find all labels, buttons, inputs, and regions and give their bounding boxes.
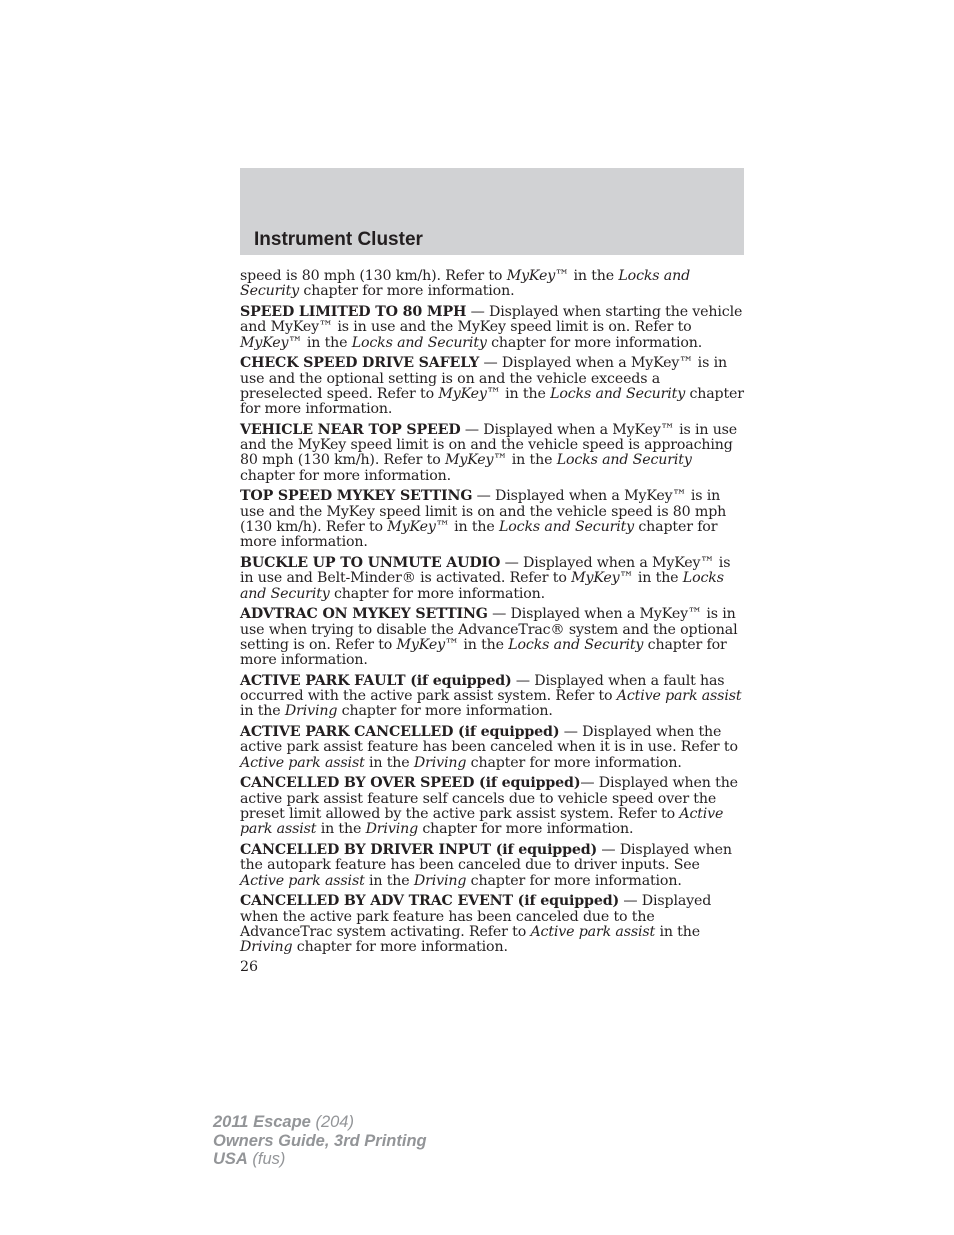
term-heading: ACTIVE PARK FAULT (if equipped) xyxy=(240,672,512,689)
body-run: — Displayed when the active park assist feature self cancels due to vehicle speed over the preset limit allowed by the active park assist system. Refer to xyxy=(240,775,738,823)
cross-reference: Locks and Security xyxy=(556,452,692,469)
paragraph xyxy=(240,725,745,771)
term-heading: ADVTRAC ON MYKEY SETTING xyxy=(240,606,488,623)
cross-reference: MyKey™ xyxy=(506,268,570,284)
footer-line-region xyxy=(213,1150,427,1169)
body-run: — Displayed when a fault has occurred with the active park assist system. Refer to xyxy=(240,672,725,705)
body-run: in the xyxy=(364,754,414,771)
cross-reference: Driving xyxy=(240,939,293,956)
body-run: in the xyxy=(507,452,557,469)
cross-reference: Locks and Security xyxy=(240,268,691,300)
body-run: chapter for more information. xyxy=(299,283,515,300)
paragraph xyxy=(240,356,745,417)
body-run: — Displayed when the autopark feature has been canceled due to driver inputs. See xyxy=(240,842,732,874)
body-run: in the xyxy=(449,519,499,536)
cross-reference: Active park assist xyxy=(530,923,656,940)
body-run: in the xyxy=(459,636,509,653)
body-run: chapter for more information. xyxy=(329,585,546,602)
cross-reference: Driving xyxy=(284,703,338,720)
cross-reference: MyKey™ xyxy=(444,452,508,469)
cross-reference: Driving xyxy=(413,754,467,771)
footer-model-code: (204) xyxy=(310,1113,354,1131)
body-run: chapter for more information. xyxy=(466,754,682,771)
body-run: — Displayed when the active park assist feature has been canceled when it is in use. Refer to xyxy=(240,724,738,756)
body-run: chapter for more information. xyxy=(292,939,508,956)
term-heading: VEHICLE NEAR TOP SPEED xyxy=(240,421,461,438)
paragraph xyxy=(240,843,745,889)
footer-region-code: (fus) xyxy=(247,1150,286,1168)
paragraph xyxy=(240,489,745,550)
body-run: chapter for more information. xyxy=(486,334,703,351)
body-run: speed is 80 mph (130 km/h). Refer to xyxy=(240,268,507,284)
term-heading: TOP SPEED MYKEY SETTING xyxy=(240,488,473,505)
body-run: in the xyxy=(500,385,551,402)
body-run: in the xyxy=(240,703,285,720)
term-heading: ACTIVE PARK CANCELLED (if equipped) xyxy=(240,724,560,741)
body-run: — Displayed when a MyKey™ is in use and the MyKey speed limit is on and the vehicle speed is 80 mph (130 km/h). Refer to xyxy=(240,488,727,536)
body-run: chapter for more information. xyxy=(337,703,553,720)
cross-reference: MyKey™ xyxy=(571,570,634,587)
body-run: — Displayed when a MyKey™ is in use and the MyKey speed limit is on and the vehicle speed is approaching 80 mph (130 km/h). Refer to xyxy=(240,421,738,469)
body-run: — Displayed when the active park feature has been canceled due to the AdvanceTrac system activating. Refer to xyxy=(240,893,712,940)
body-run: in the xyxy=(302,334,352,351)
cross-reference: Active park assist xyxy=(240,806,724,838)
paragraph xyxy=(240,269,745,300)
body-run: chapter for more information. xyxy=(240,385,744,418)
paragraph xyxy=(240,305,745,351)
document-footer xyxy=(213,1113,427,1169)
cross-reference: MyKey™ xyxy=(387,519,450,536)
footer-model: 2011 Escape xyxy=(213,1113,311,1131)
cross-reference: MyKey™ xyxy=(396,636,460,653)
cross-reference: Active park assist xyxy=(616,688,742,705)
body-run: in the xyxy=(569,268,619,284)
term-heading: SPEED LIMITED TO 80 MPH xyxy=(240,303,467,320)
body-run: — Displayed when a MyKey™ is in use when trying to disable the AdvanceTrac® system and the optional setting is on. Refer to xyxy=(240,606,738,653)
paragraph xyxy=(240,674,745,720)
footer-guide: Owners Guide, 3rd Printing xyxy=(213,1131,427,1150)
cross-reference: Driving xyxy=(365,821,418,838)
footer-line-guide xyxy=(213,1132,427,1151)
body-run: chapter for more information. xyxy=(466,872,682,889)
body-run: in the xyxy=(633,570,683,587)
paragraph xyxy=(240,776,745,837)
footer-line-model xyxy=(213,1113,427,1132)
body-run: — Displayed when a MyKey™ is in use and Belt-Minder® is activated. Refer to xyxy=(240,555,731,587)
body-run: in the xyxy=(364,872,414,889)
chapter-header-band xyxy=(240,168,744,255)
chapter-title: Instrument Cluster xyxy=(254,229,423,250)
term-heading: CHECK SPEED DRIVE SAFELY xyxy=(240,355,480,372)
cross-reference: Locks and Security xyxy=(508,636,644,653)
cross-reference: MyKey™ xyxy=(240,334,303,351)
body-run: chapter for more information. xyxy=(240,636,727,669)
paragraph xyxy=(240,423,745,484)
body-run: in the xyxy=(316,821,366,838)
term-heading: BUCKLE UP TO UNMUTE AUDIO xyxy=(240,555,501,571)
paragraph xyxy=(240,894,745,955)
cross-reference: Locks and Security xyxy=(499,519,635,536)
term-heading: CANCELLED BY OVER SPEED (if equipped) xyxy=(240,775,581,792)
body-run: — Displayed when a MyKey™ is in use and the optional setting is on and the vehicle exceeds a preselected speed. Refer to xyxy=(240,355,727,402)
footer-region: USA xyxy=(213,1150,248,1168)
term-heading: CANCELLED BY DRIVER INPUT (if equipped) xyxy=(240,842,598,858)
cross-reference: Active park assist xyxy=(240,872,365,889)
body-run: in the xyxy=(655,923,700,940)
term-heading: CANCELLED BY ADV TRAC EVENT (if equipped) xyxy=(240,893,620,910)
page-number: 26 xyxy=(240,959,259,975)
cross-reference: Locks and Security xyxy=(351,334,487,351)
body-run: — Displayed when starting the vehicle and MyKey™ is in use and the MyKey speed limit is on. Refer to xyxy=(240,303,743,336)
paragraph xyxy=(240,556,745,602)
body-run: chapter for more information. xyxy=(418,821,634,838)
cross-reference: Driving xyxy=(413,872,467,889)
cross-reference: Locks and Security xyxy=(240,570,724,602)
body-run: chapter for more information. xyxy=(240,519,718,551)
paragraph xyxy=(240,607,745,668)
body-text xyxy=(240,269,745,961)
cross-reference: Locks and Security xyxy=(550,385,686,402)
cross-reference: MyKey™ xyxy=(438,385,501,402)
cross-reference: Active park assist xyxy=(240,754,365,771)
body-run: chapter for more information. xyxy=(240,467,452,484)
